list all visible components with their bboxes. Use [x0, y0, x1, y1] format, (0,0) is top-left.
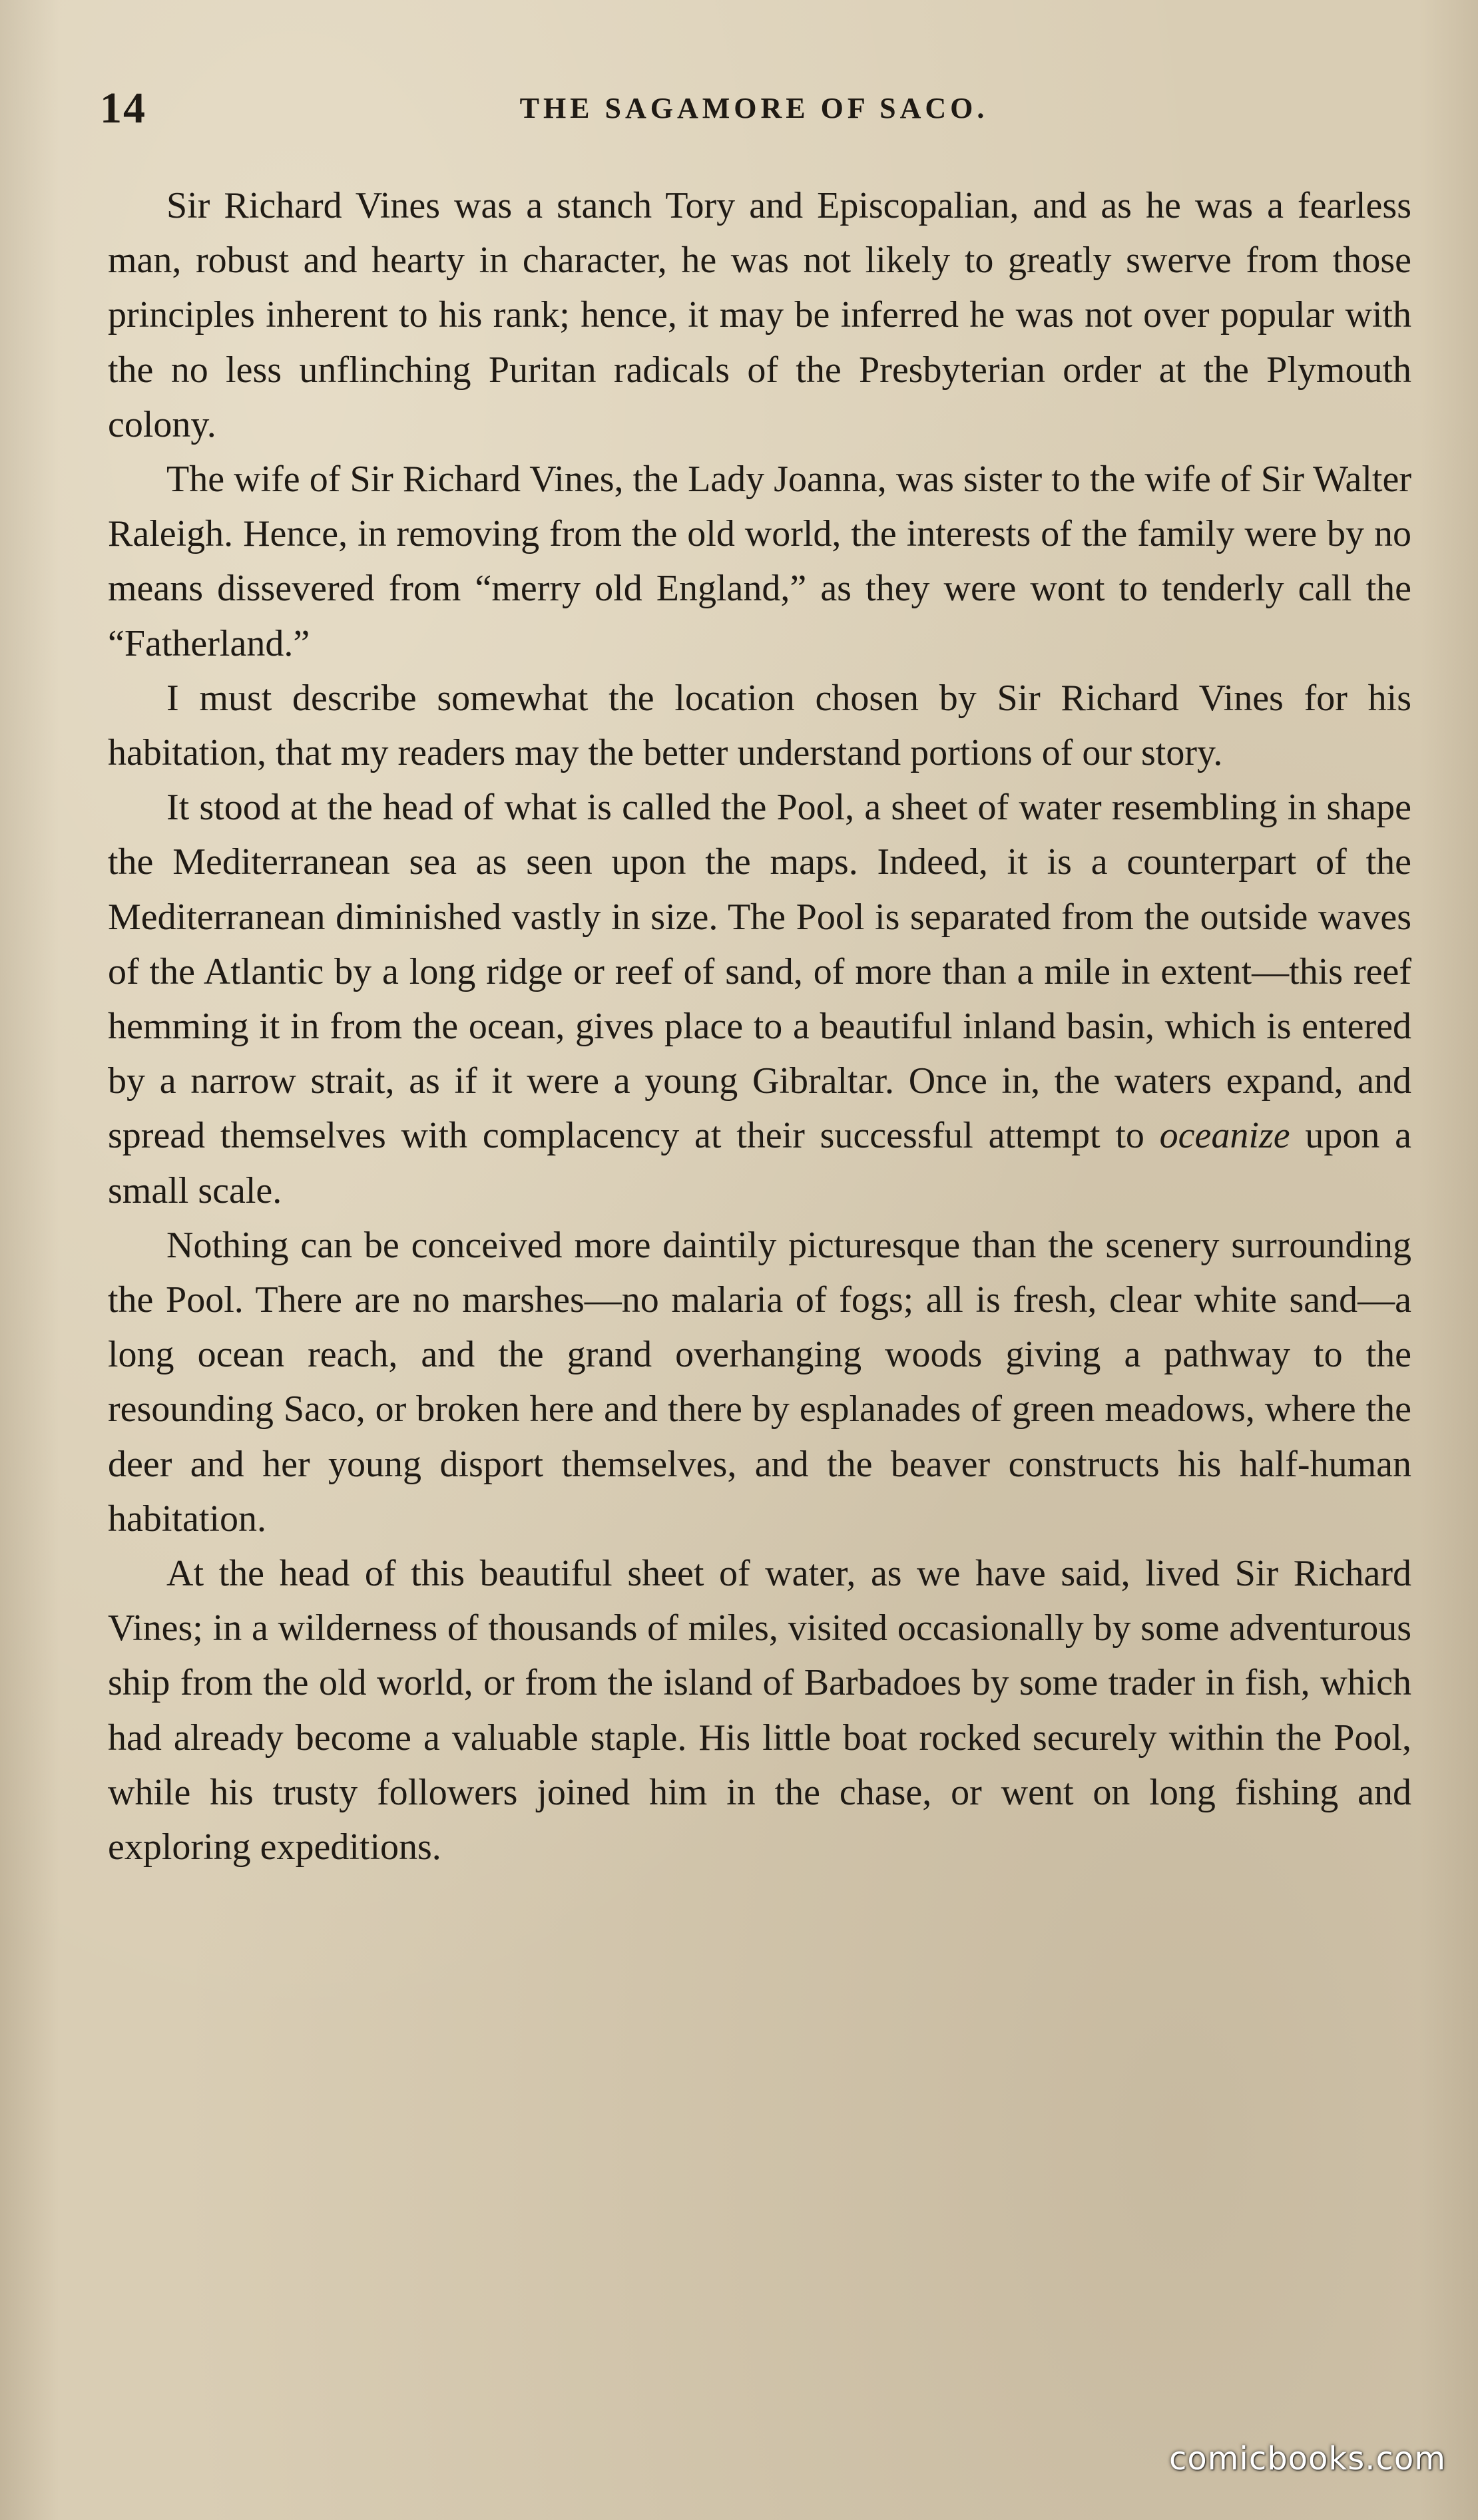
page-number: 14 [100, 84, 146, 132]
paragraph [108, 178, 1411, 452]
paragraph [108, 671, 1411, 780]
watermark: comicbooks.com [1168, 2440, 1446, 2477]
paragraph-text: Nothing can be conceived more daintily picturesque than the scenery surrounding the Pool. There are no marshes—no malaria of fogs; all is fresh, clear white sand—a long ocean reach, and the grand overhanging woods giving a pathway to the resounding Saco, or broken here and there by esplanades of green meadows, where the deer and her young disport themselves, and the beaver constructs his half-human habitation. [108, 1224, 1411, 1540]
italic-word: oceanize [1159, 1115, 1290, 1157]
paragraph-text: Sir Richard Vines was a stanch Tory and Episcopalian, and as he was a fearless man, robust and hearty in character, he was not likely to greatly swerve from those principles inherent to his rank; hence, it may be inferred he was not over popular with the no less unflinching Puritan radicals of the Presbyterian order at the Plymouth colony. [108, 185, 1411, 445]
body-text [108, 178, 1411, 1874]
paragraph [108, 1218, 1411, 1546]
page-header [100, 79, 1408, 138]
paragraph-text: upon a small scale. [108, 1115, 1411, 1211]
paragraph-text: It stood at the head of what is called the Pool, a sheet of water resembling in shape the Mediterranean sea as seen upon the maps. Indeed, it is a counterpart of the Mediterranean diminished vastly in size. The Pool is separated from the outside waves of the Atlantic by a long ridge or reef of sand, of more than a mile in extent—this reef hemming it in from the ocean, gives place to a beautiful inland basin, which is entered by a narrow strait, as if it were a young Gibraltar. Once in, the waters expand, and spread themselves with complacency at their successful attempt to [108, 787, 1411, 1157]
paragraph [108, 452, 1411, 671]
paragraph-text: The wife of Sir Richard Vines, the Lady Joanna, was sister to the wife of Sir Walter Raleigh. Hence, in removing from the old world, the interests of the family were by no means dissevered from “merry old England,” as they were wont to tenderly call the “Fatherland.” [108, 459, 1411, 664]
paragraph-text: I must describe somewhat the location chosen by Sir Richard Vines for his habitation, that my readers may the better understand portions of our story. [108, 677, 1411, 774]
paragraph-text: At the head of this beautiful sheet of water, as we have said, lived Sir Richard Vines; in a wilderness of thousands of miles, visited occasionally by some adventurous ship from the old world, or from the island of Barbadoes by some trader in fish, which had already become a valuable staple. His little boat rocked securely within the Pool, while his trusty followers joined him in the chase, or went on long fishing and exploring expeditions. [108, 1553, 1411, 1868]
paragraph [108, 780, 1411, 1218]
paragraph [108, 1546, 1411, 1874]
running-head: THE SAGAMORE OF SACO. [519, 92, 989, 124]
